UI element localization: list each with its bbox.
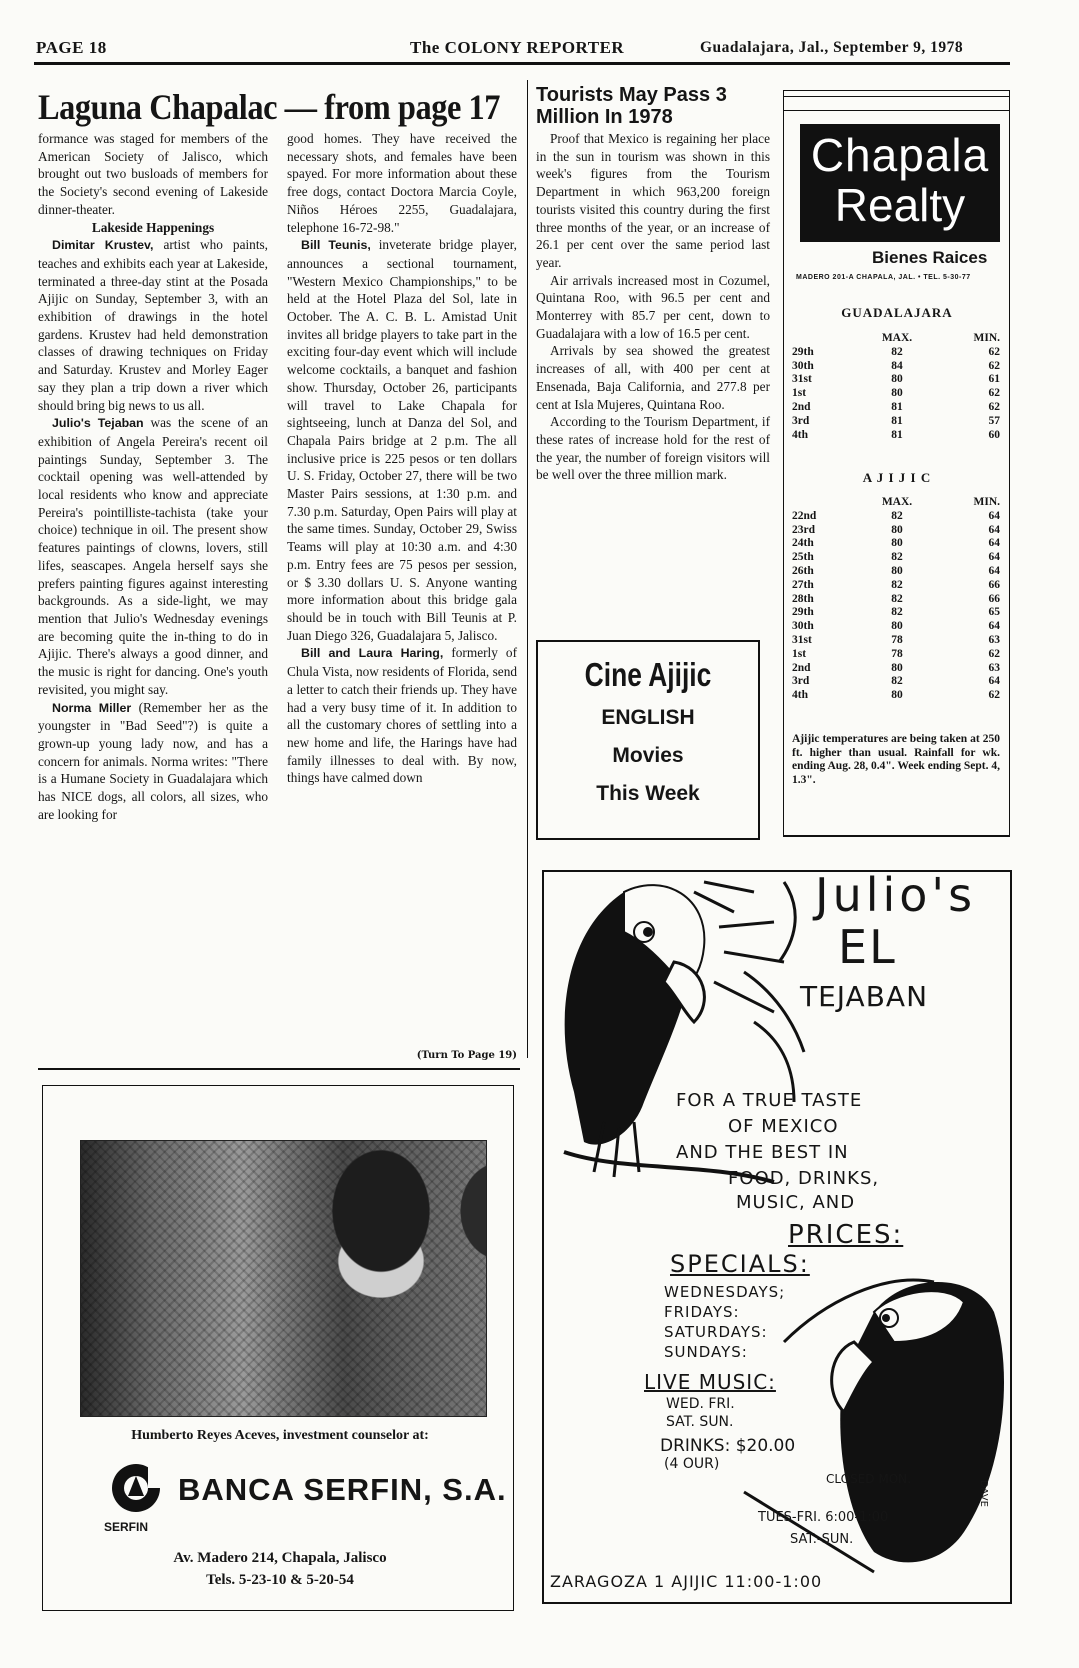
sidebar-rule-top2 — [783, 96, 1009, 97]
weather-note: Ajijic temperatures are being taken at 250 ft. higher than usual. Rainfall for wk. ending Aug. 28, 0.4". Week ending Sept. 4, 1.3". — [792, 733, 1000, 786]
weather-min: 63 — [988, 661, 1000, 674]
paragraph-lead: Bill Teunis, — [301, 238, 371, 253]
realty-name-1: Chapala — [810, 129, 990, 181]
julios-special-day: WEDNESDAYS; — [664, 1283, 786, 1301]
julios-special-day: FRIDAYS: — [664, 1303, 740, 1321]
weather-row — [792, 537, 1000, 551]
realty-tagline: Bienes Raices — [872, 248, 988, 267]
page-number: PAGE 18 — [36, 38, 107, 57]
weather-row — [792, 675, 1000, 689]
weather-day: 29th — [792, 345, 814, 358]
weather-max: 80 — [891, 564, 903, 577]
weather-max: 78 — [891, 647, 903, 660]
weather-day: 24th — [792, 537, 814, 550]
cine-line2: Movies — [612, 744, 684, 767]
serfin-logo-icon — [104, 1460, 172, 1522]
weather-min: 60 — [988, 428, 1000, 441]
weather-day: 1st — [792, 647, 807, 660]
tourists-headline: Tourists May Pass 3 Million In 1978 — [536, 84, 727, 128]
weather-min: 57 — [988, 414, 1000, 427]
weather-row — [792, 648, 1000, 662]
julios-el: EL — [838, 920, 897, 974]
weather-min: 64 — [988, 675, 1000, 688]
weather-row — [792, 401, 1000, 415]
weather-max: 84 — [891, 359, 903, 372]
weather-max: 82 — [891, 592, 903, 605]
julios-days — [664, 1282, 785, 1362]
weather-max: 80 — [891, 523, 903, 536]
paragraph-lead: Norma Miller — [52, 700, 132, 715]
weather-row — [792, 524, 1000, 538]
tourists-paragraph: According to the Tourism Department, if these rates of increase hold for the rest of the year, the number of foreign visitors will be well over the three million mark. — [536, 414, 770, 483]
paragraph-text: Lakeside Happenings — [91, 219, 215, 235]
julios-closed: CLOSED MON. — [826, 1472, 911, 1486]
article-paragraph — [287, 130, 517, 236]
weather-row — [792, 429, 1000, 443]
julios-drinks: DRINKS: $20.00 — [660, 1436, 796, 1456]
weather-max: 80 — [891, 537, 903, 550]
weather-max: 80 — [891, 661, 903, 674]
weather-row — [792, 373, 1000, 387]
weather-day: 30th — [792, 620, 814, 633]
lead-column-1 — [38, 130, 268, 823]
cine-line3: This Week — [596, 782, 700, 805]
julios-prices: PRICES: — [788, 1220, 904, 1250]
lead-headline: Laguna Chapalac — from page 17 — [38, 87, 501, 127]
article-paragraph — [38, 699, 268, 824]
sidebar-rule-bottom — [783, 835, 1010, 837]
weather-min: 62 — [988, 345, 1000, 358]
weather-day: 25th — [792, 551, 814, 564]
masthead-rule — [34, 62, 1010, 65]
julios-tagline-1: FOR A TRUE TASTE — [676, 1090, 863, 1111]
weather-row — [792, 620, 1000, 634]
weather-row — [792, 606, 1000, 620]
julios-live-days-2: SAT. SUN. — [666, 1414, 734, 1430]
julios-hours-2: SAT.-SUN. — [790, 1532, 854, 1547]
bank-caption: Humberto Reyes Aceves, investment counselor at: — [131, 1428, 429, 1443]
paragraph-text: inveterate bridge player, announces a sectional tournament, "Western Mexico Championships," to be held at the Hotel Plaza del Sol, late in October. The A. C. B. L. Amistad Unit invites all bridge players to take part in the exciting four-day event which will include welcome cocktails, a banquet and fashion show. Thursday, October 26, participants will travel to Lake Chapala for sightseeing, lunch at Danza del Sol, and Chapala Pairs bridge at 2 p.m. The all inclusive price is 225 pesos or ten dollars U. S. Friday, October 27, there will be two Master Pairs sessions, at 1:30 p.m. and 7.30 p.m. Saturday, Open Pairs will play at the same times. Sunday, October 29, Swiss Teams will play at 10:30 a.m. and 4:30 p.m. Entry fees are 75 pesos per session, or $ 3.30 dollars U. S. Anyone wanting more information about this bridge gala should be in touch with Bill Teunis at P. Juan Diego 326, Guadalajara 5, Jalisco. — [287, 237, 518, 643]
julios-hours-1: TUES-FRI. 6:00-1:00 — [758, 1510, 889, 1525]
weather-max: 82 — [891, 675, 903, 688]
weather-max: 82 — [891, 551, 903, 564]
weather-min: 62 — [988, 359, 1000, 372]
max-header: MAX. — [881, 496, 913, 508]
weather-day: 23rd — [792, 523, 815, 536]
guadalajara-table — [792, 332, 1000, 442]
article-paragraph — [38, 236, 268, 414]
article-paragraph — [38, 130, 268, 219]
lead-column-2 — [287, 130, 517, 787]
weather-min: 64 — [988, 564, 1000, 577]
weather-max: 80 — [891, 689, 903, 702]
story-end-rule — [38, 1068, 520, 1070]
weather-row — [792, 565, 1000, 579]
weather-min: 64 — [988, 523, 1000, 536]
tourists-paragraph: Proof that Mexico is regaining her place in the sun in tourism was shown in this week's figures from the Tourism Department in which 963,200 foreign tourists visited this country during the first three months of the year, or an increase of 26.1 per cent over the same period last year. — [536, 131, 770, 270]
weather-max: 81 — [891, 400, 903, 413]
julios-tagline-3: AND THE BEST IN — [676, 1142, 849, 1163]
julios-special-day: SUNDAYS: — [664, 1343, 748, 1361]
ajijic-title: A J I J I C — [862, 470, 932, 485]
bank-phones: Tels. 5-23-10 & 5-20-54 — [206, 1572, 354, 1588]
max-header: MAX. — [881, 332, 913, 344]
weather-row — [792, 415, 1000, 429]
julios-tagline-2: OF MEXICO — [728, 1116, 839, 1137]
min-header: MIN. — [973, 332, 1000, 344]
guadalajara-table-wrap — [792, 332, 1000, 442]
weather-max: 80 — [891, 387, 903, 400]
weather-max: 82 — [891, 345, 903, 358]
weather-min: 64 — [988, 537, 1000, 550]
tourists-paragraph: Arrivals by sea showed the greatest increases of all, with 400 per cent at Ensenada, Baja California, and 277.8 per cent at Isla Mujeres, Quintana Roo. — [536, 343, 770, 412]
julios-name: Julio's — [815, 868, 977, 922]
weather-day: 30th — [792, 359, 814, 372]
sidebar-rule-top3 — [783, 110, 1009, 111]
julios-tagline-5: MUSIC, AND — [736, 1192, 856, 1213]
weather-min: 62 — [988, 400, 1000, 413]
julios-address: ZARAGOZA 1 AJIJIC 11:00-1:00 — [550, 1572, 823, 1591]
article-paragraph — [287, 644, 517, 787]
weather-row — [792, 360, 1000, 374]
weather-day: 28th — [792, 592, 814, 605]
paper-name: The COLONY REPORTER — [410, 38, 625, 57]
weather-day: 1st — [792, 387, 807, 400]
weather-row — [792, 634, 1000, 648]
weather-row — [792, 551, 1000, 565]
cine-ajijic-ad — [536, 640, 760, 840]
paragraph-lead: Julio's Tejaban — [52, 416, 144, 431]
weather-max: 81 — [891, 428, 903, 441]
weather-max: 81 — [891, 414, 903, 427]
sidebar-right-border — [1009, 90, 1010, 836]
weather-row — [792, 579, 1000, 593]
bank-name: BANCA SERFIN, S.A. — [178, 1472, 507, 1507]
weather-day: 4th — [792, 428, 808, 441]
sidebar-left-border — [783, 90, 784, 836]
julios-artist-signature: DAVE — [978, 1480, 989, 1507]
weather-row — [792, 593, 1000, 607]
bank-address: Av. Madero 214, Chapala, Jalisco — [173, 1550, 387, 1566]
weather-day: 22nd — [792, 509, 817, 522]
julios-specials: SPECIALS: — [670, 1250, 810, 1278]
paragraph-text: was the scene of an exhibition of Angela Pereira's recent oil paintings Sunday, September 3. The cocktail opening was well-attended by local residents who know and appreciate Pereira's pointilliste-tachista (take your choice) technique in oil. The present show features paintings of clowns, lovers, still lifes, seascapes. Angela herself says she prefers painting figures against interesting backgrounds. As a side-light, we may mention that Julio's Wednesday evenings are becoming quite the in-thing to do in Ajijic. There's always a good dinner, and the music is right for dancing. One's youth revisited, you might say. — [38, 415, 268, 697]
paragraph-text: (Remember her as the youngster in "Bad Seed"?) is quite a grown-up young lady now, and has a concern for animals. Norma writes: "There is a Humane Society in Guadalajara which has NICE dogs, all colors, all sizes, who are looking for — [38, 699, 268, 822]
article-paragraph — [38, 219, 268, 237]
weather-day: 2nd — [792, 400, 811, 413]
weather-min: 64 — [988, 509, 1000, 522]
weather-day: 31st — [792, 633, 812, 646]
weather-day: 3rd — [792, 675, 810, 688]
tourists-paragraph: Air arrivals increased most in Cozumel, Quintana Roo, with 96.5 per cent and Monterrey with 85.7 per cent, down to Guadalajara with a low of 16.5 per cent. — [536, 272, 770, 341]
julios-live-music: LIVE MUSIC: — [644, 1370, 776, 1394]
weather-row — [792, 689, 1000, 703]
min-header: MIN. — [973, 496, 1000, 508]
chapala-realty-logo — [800, 124, 1000, 242]
weather-max: 80 — [891, 373, 903, 386]
article-paragraph — [38, 414, 268, 698]
weather-min: 66 — [988, 578, 1000, 591]
weather-min: 64 — [988, 551, 1000, 564]
ajijic-table — [792, 496, 1000, 703]
julios-parrot-illustration — [544, 872, 1010, 1602]
weather-day: 31st — [792, 373, 812, 386]
article-paragraph — [287, 236, 517, 644]
weather-day: 29th — [792, 606, 814, 619]
weather-max: 82 — [891, 578, 903, 591]
weather-min: 64 — [988, 620, 1000, 633]
sidebar-rule-top — [783, 90, 1009, 91]
weather-day: 4th — [792, 689, 808, 702]
paragraph-text: good homes. They have received the necessary shots, and females have been spayed. For more information about these free dogs, contact Doctora Marcia Coyle, Niños Héroes 2255, Guadalajara, telephone 16-72-98." — [287, 131, 517, 235]
tourists-article — [536, 130, 770, 484]
weather-day: 26th — [792, 564, 814, 577]
ajijic-table-wrap — [792, 496, 1000, 703]
weather-min: 63 — [988, 633, 1000, 646]
weather-min: 62 — [988, 387, 1000, 400]
paragraph-text: artist who paints, teaches and exhibits each year at Lakeside, terminated a three-day stint at the Posada Ajijic on Sunday, September 3, with an exhibition of drawings in the hotel gardens. Krustev had held demonstration classes of drawing techniques on Friday and Saturday. Krustev and Morley Eager say they plan a trip down a river which should bring big news to us all. — [38, 237, 269, 413]
weather-max: 82 — [891, 606, 903, 619]
cine-title: Cine Ajijic — [584, 656, 712, 693]
paragraph-lead: Dimitar Krustev, — [52, 238, 154, 253]
weather-day: 3rd — [792, 414, 810, 427]
weather-max: 80 — [891, 620, 903, 633]
turn-to-page: (Turn To Page 19) — [416, 1050, 517, 1061]
julios-special-day: SATURDAYS: — [664, 1323, 768, 1341]
serfin-logo-label: SERFIN — [104, 1520, 149, 1534]
cine-line1: ENGLISH — [601, 706, 695, 729]
paragraph-text: formance was staged for members of the American Society of Jalisco, which brought out two busloads of members for the Society's second evening of Lakeside dinner-theater. — [38, 131, 268, 217]
weather-row — [792, 346, 1000, 360]
paragraph-text: formerly of Chula Vista, now residents of Florida, send a letter to catch their friends up. They have had a very busy time of it. In addition to all the customary chores of settling into a new home and life, the Harings have had family illnesses to deal with. By now, things have calmed down — [287, 645, 518, 786]
weather-day: 27th — [792, 578, 814, 591]
weather-max: 78 — [891, 633, 903, 646]
weather-day: 2nd — [792, 661, 811, 674]
julios-live-days-1: WED. FRI. — [666, 1396, 735, 1412]
weather-min: 62 — [988, 689, 1000, 702]
column-divider — [527, 80, 528, 1058]
photo-humberto-reyes — [80, 1140, 487, 1417]
weather-max: 82 — [891, 509, 903, 522]
julios-drinks-hour: (4 OUR) — [664, 1456, 720, 1472]
weather-row — [792, 387, 1000, 401]
weather-min: 62 — [988, 647, 1000, 660]
realty-name-2: Realty — [834, 179, 966, 231]
weather-row — [792, 662, 1000, 676]
realty-address: MADERO 201-A CHAPALA, JAL. • TEL. 5-30-77 — [796, 274, 971, 281]
weather-min: 66 — [988, 592, 1000, 605]
dateline: Guadalajara, Jal., September 9, 1978 — [700, 39, 964, 56]
weather-min: 61 — [988, 373, 1000, 386]
weather-row — [792, 510, 1000, 524]
julios-tejaban: TEJABAN — [800, 980, 929, 1013]
paragraph-lead: Bill and Laura Haring, — [301, 646, 444, 661]
guadalajara-title: GUADALAJARA — [841, 305, 953, 320]
weather-min: 65 — [988, 606, 1000, 619]
julios-tagline-4: FOOD, DRINKS, — [728, 1168, 880, 1189]
